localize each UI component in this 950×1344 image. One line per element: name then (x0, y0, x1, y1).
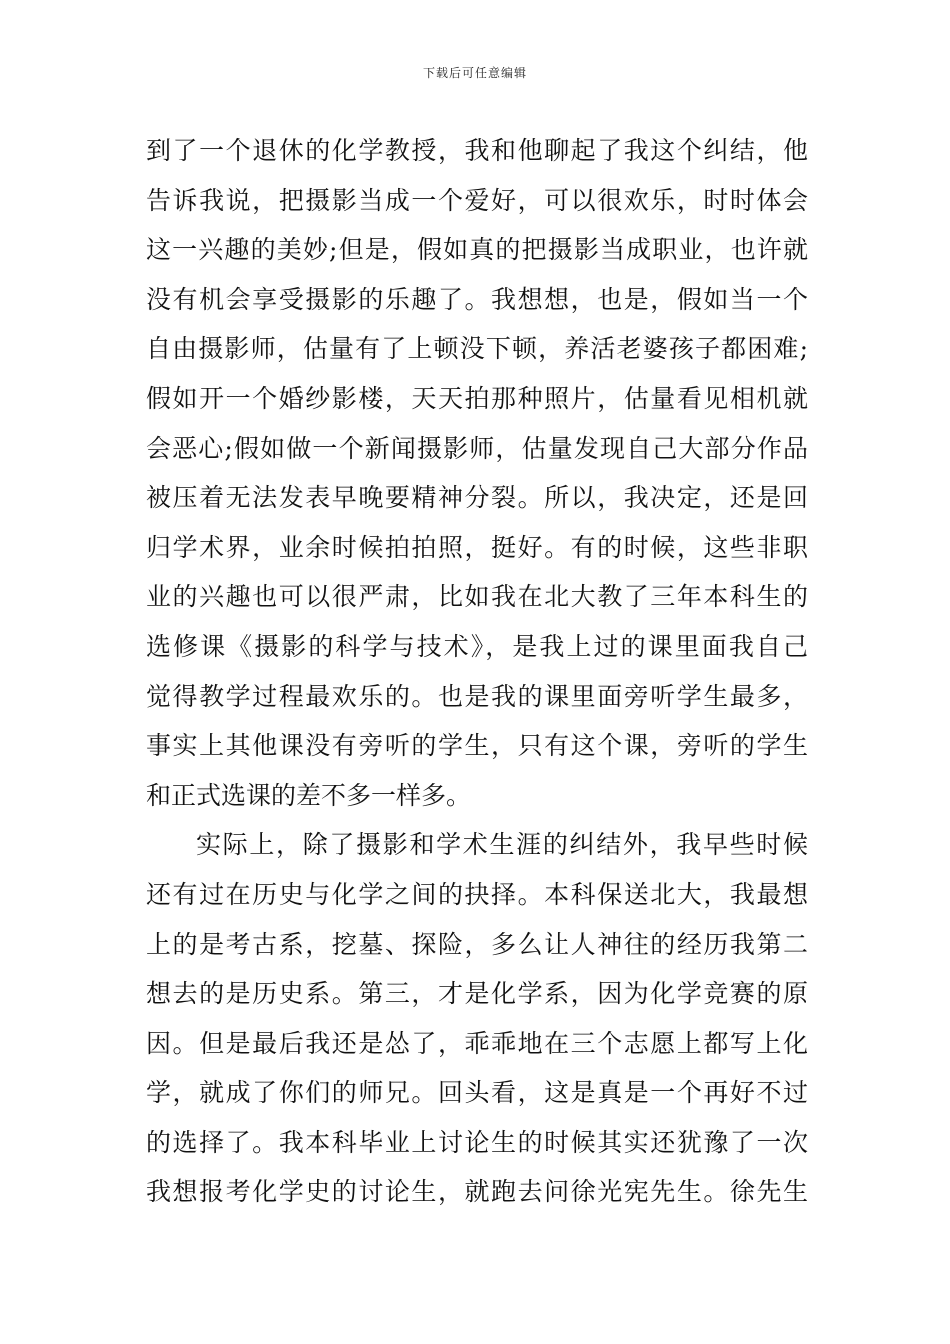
text-line: 这一兴趣的美妙;但是，假如真的把摄影当成职业，也许就 (146, 235, 808, 265)
document-body (146, 126, 808, 1217)
text-line: 归学术界，业余时候拍拍照，挺好。有的时候，这些非职 (146, 532, 808, 562)
text-line: 选修课《摄影的科学与技术》，是我上过的课里面我自己 (146, 631, 808, 661)
paragraph-1 (146, 126, 808, 820)
text-line: 业的兴趣也可以很严肃，比如我在北大教了三年本科生的 (146, 582, 808, 612)
text-line: 还有过在历史与化学之间的抉择。本科保送北大，我最想 (146, 879, 808, 909)
text-line: 的选择了。我本科毕业上讨论生的时候其实还犹豫了一次 (146, 1127, 808, 1157)
text-line: 假如开一个婚纱影楼，天天拍那种照片，估量看见相机就 (146, 383, 808, 413)
text-line: 没有机会享受摄影的乐趣了。我想想，也是，假如当一个 (146, 284, 808, 314)
text-line: 和正式选课的差不多一样多。 (146, 780, 472, 810)
text-line: 觉得教学过程最欢乐的。也是我的课里面旁听学生最多， (146, 681, 808, 711)
paragraph-2 (146, 820, 808, 1217)
text-line: 实际上，除了摄影和学术生涯的纠结外，我早些时候 (196, 830, 808, 860)
text-line: 自由摄影师，估量有了上顿没下顿，养活老婆孩子都困难; (146, 334, 808, 364)
text-line: 上的是考古系，挖墓、探险，多么让人神往的经历我第二 (146, 929, 808, 959)
text-line: 因。但是最后我还是怂了，乖乖地在三个志愿上都写上化 (146, 1028, 808, 1058)
text-line: 告诉我说，把摄影当成一个爱好，可以很欢乐，时时体会 (146, 185, 808, 215)
text-line: 想去的是历史系。第三，才是化学系，因为化学竞赛的原 (146, 979, 808, 1009)
page-header: 下载后可任意编辑 (422, 66, 527, 80)
text-line: 事实上其他课没有旁听的学生，只有这个课，旁听的学生 (146, 731, 808, 761)
text-line: 我想报考化学史的讨论生，就跑去问徐光宪先生。徐先生 (146, 1177, 808, 1207)
text-line: 被压着无法发表早晚要精神分裂。所以，我决定，还是回 (146, 483, 808, 513)
text-line: 到了一个退休的化学教授，我和他聊起了我这个纠结，他 (146, 136, 808, 165)
text-line: 学，就成了你们的师兄。回头看，这是真是一个再好不过 (146, 1078, 808, 1108)
text-line: 会恶心;假如做一个新闻摄影师，估量发现自己大部分作品 (146, 433, 808, 463)
